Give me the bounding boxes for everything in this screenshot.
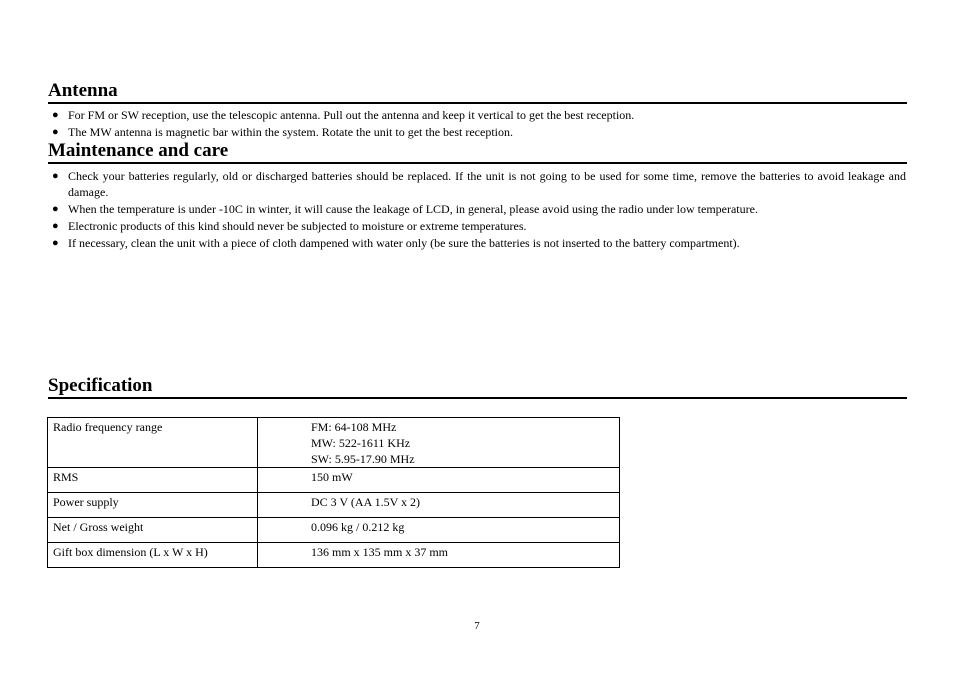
- list-item: ● Check your batteries regularly, old or discharged batteries should be replaced. If the unit is not going to be used for some time, remove the batteries to avoid leakage and damage.: [52, 169, 906, 199]
- maintenance-list: [48, 169, 906, 253]
- table-row: [48, 543, 620, 568]
- spec-value: 150 mW: [258, 468, 620, 493]
- list-item: ● Electronic products of this kind should never be subjected to moisture or extreme temperatures.: [52, 218, 527, 233]
- spec-label: RMS: [48, 468, 258, 493]
- bullet-icon: ●: [52, 170, 59, 182]
- list-item: ● For FM or SW reception, use the telescopic antenna. Pull out the antenna and keep it vertical to get the best reception.: [52, 108, 635, 122]
- spec-label: Power supply: [48, 493, 258, 518]
- list-item: ● If necessary, clean the unit with a piece of cloth dampened with water only (be sure the batteries is not inserted to the battery compartment).: [52, 235, 740, 250]
- table-row: [48, 493, 620, 518]
- list-item: ● The MW antenna is magnetic bar within the system. Rotate the unit to get the best reception.: [52, 125, 513, 139]
- spec-value: FM: 64-108 MHz MW: 522-1611 KHz SW: 5.95-17.90 MHz: [258, 418, 620, 468]
- spec-label: Net / Gross weight: [48, 518, 258, 543]
- table-row: [48, 518, 620, 543]
- antenna-list: [48, 108, 906, 142]
- bullet-icon: ●: [52, 126, 59, 138]
- page-number: 7: [474, 620, 480, 632]
- antenna-heading: Antenna: [48, 80, 907, 104]
- bullet-icon: ●: [52, 236, 59, 249]
- specification-heading: Specification: [48, 375, 907, 399]
- spec-label: Radio frequency range: [48, 418, 258, 468]
- spec-value: DC 3 V (AA 1.5V x 2): [258, 493, 620, 518]
- bullet-icon: ●: [52, 109, 59, 121]
- list-item: ● When the temperature is under -10C in winter, it will cause the leakage of LCD, in general, please avoid using the radio under low temperature.: [52, 201, 758, 216]
- spec-value: 0.096 kg / 0.212 kg: [258, 518, 620, 543]
- bullet-icon: ●: [52, 202, 59, 215]
- spec-value: 136 mm x 135 mm x 37 mm: [258, 543, 620, 568]
- maintenance-heading: Maintenance and care: [48, 140, 907, 164]
- table-row: [48, 468, 620, 493]
- bullet-icon: ●: [52, 219, 59, 232]
- table-row: [48, 418, 620, 468]
- spec-label: Gift box dimension (L x W x H): [48, 543, 258, 568]
- specification-table: [47, 417, 620, 568]
